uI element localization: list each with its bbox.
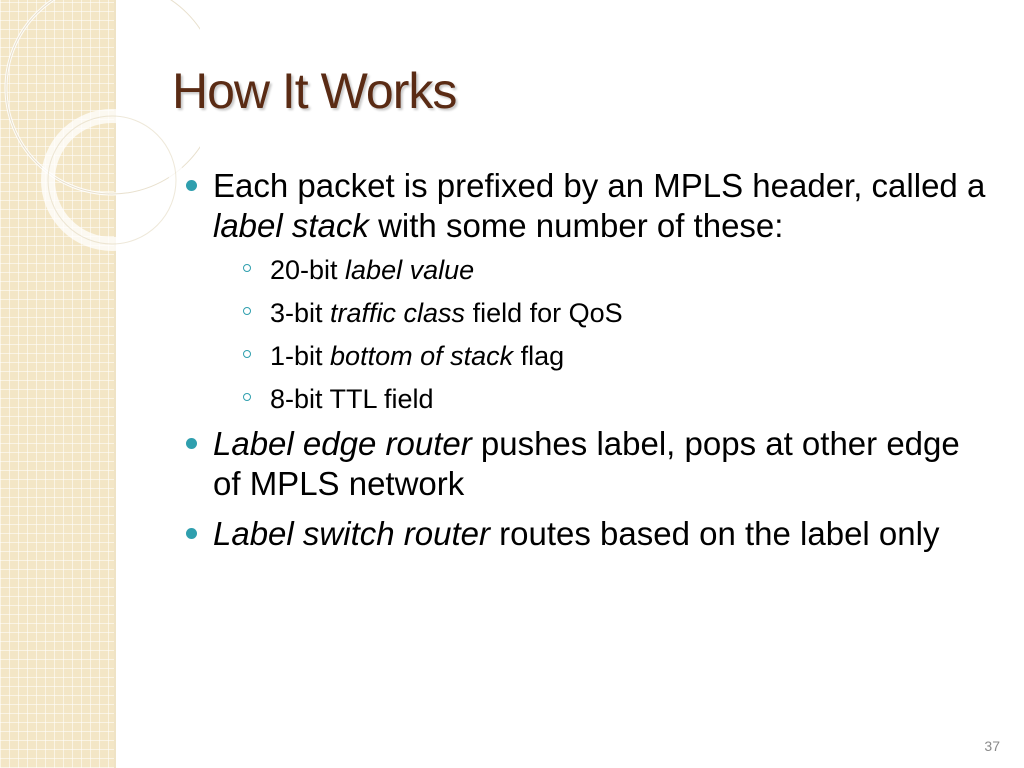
sub-bullet-traffic-class bbox=[213, 297, 986, 330]
bullet-dot-icon bbox=[186, 438, 197, 449]
page-number: 37 bbox=[984, 738, 1000, 754]
bullet-text: pushes label, pops at other edge of MPLS network bbox=[213, 425, 960, 502]
ring-bullet-icon bbox=[243, 307, 251, 315]
decorative-circles bbox=[0, 0, 200, 280]
bullet-text: with some number of these: bbox=[368, 207, 784, 244]
sub-bullet-text: flag bbox=[513, 341, 565, 371]
bullet-italic-term: Label edge router bbox=[213, 425, 472, 462]
sub-bullet-label-value bbox=[213, 254, 986, 287]
bullet-label-switch-router bbox=[186, 514, 986, 554]
sub-bullet-text: 8-bit TTL field bbox=[270, 384, 434, 414]
slide-content bbox=[186, 166, 986, 564]
slide-title: How It Works bbox=[172, 63, 457, 119]
sub-bullet-text: field for QoS bbox=[465, 298, 623, 328]
bullet-italic-term: Label switch router bbox=[213, 515, 490, 552]
ring-bullet-icon bbox=[243, 393, 251, 401]
bullet-label-edge-router bbox=[186, 424, 986, 504]
sub-bullet-bottom-of-stack bbox=[213, 340, 986, 373]
sub-bullet-italic-term: bottom of stack bbox=[330, 341, 514, 371]
bullet-text: Each packet is prefixed by an MPLS header, called a bbox=[213, 167, 986, 204]
bullet-dot-icon bbox=[186, 528, 197, 539]
bullet-italic-term: label stack bbox=[213, 207, 369, 244]
sub-bullet-text: 3-bit bbox=[270, 298, 331, 328]
bullet-text: routes based on the label only bbox=[489, 515, 940, 552]
sub-bullet-list bbox=[213, 254, 986, 416]
bullet-dot-icon bbox=[186, 180, 197, 191]
sub-bullet-text: 1-bit bbox=[270, 341, 331, 371]
sub-bullet-italic-term: label value bbox=[345, 255, 475, 285]
ring-bullet-icon bbox=[243, 350, 251, 358]
ring-bullet-icon bbox=[243, 264, 251, 272]
sub-bullet-ttl bbox=[213, 383, 986, 416]
sub-bullet-italic-term: traffic class bbox=[330, 298, 466, 328]
bullet-label-stack bbox=[186, 166, 986, 416]
sub-bullet-text: 20-bit bbox=[270, 255, 346, 285]
